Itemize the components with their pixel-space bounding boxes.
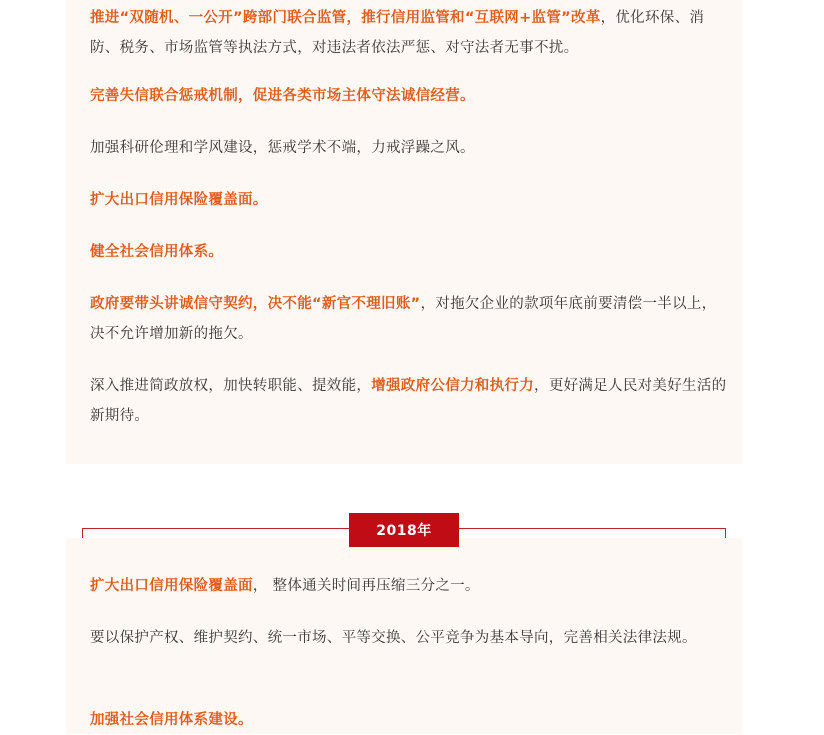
paragraph-property-rights [90, 623, 730, 653]
highlight-text: 完善失信联合惩戒机制，促进各类市场主体守法诚信经营。 [90, 88, 475, 104]
body-text: 要以保护产权、维护契约、统一市场、平等交换、公平竞争为基本导向，完善相关法律法规。 [90, 630, 697, 646]
body-text: 深入推进简政放权，加快转职能、提效能， [90, 378, 372, 394]
highlight-text: 推进“双随机、一公开”跨部门联合监管，推行信用监管和“互联网+监管”改革 [90, 10, 601, 26]
body-text: ，对拖欠企业的款项年底前要清偿一半以上，决不允许增加新的拖欠。 [90, 296, 717, 342]
highlight-text: 扩大出口信用保险覆盖面 [90, 578, 253, 594]
year-badge: 2018年 [349, 513, 459, 547]
body-text: ，更好满足人民对美好生活的新期待。 [90, 378, 727, 424]
divider-left-tick [82, 528, 83, 538]
highlight-text: 扩大出口信用保险覆盖面。 [90, 192, 268, 208]
body-text: 加强科研伦理和学风建设，惩戒学术不端，力戒浮躁之风。 [90, 140, 475, 156]
highlight-text: 增强政府公信力和执行力 [371, 378, 535, 394]
paragraph-research-ethics [90, 133, 730, 163]
paragraph-credit-system-building [90, 705, 730, 735]
paragraph-export-credit-insurance [90, 185, 730, 215]
highlight-text: 健全社会信用体系。 [90, 244, 224, 260]
highlight-text: 政府要带头讲诚信守契约，决不能“新官不理旧账” [90, 296, 421, 312]
body-text: ，优化环保、消防、税务、市场监管等执法方式，对违法者依法严惩、对守法者无事不扰。 [90, 10, 705, 56]
paragraph-customs-clearance [90, 571, 730, 601]
paragraph-dishonesty-punishment [90, 81, 730, 111]
paragraph-joint-supervision [90, 3, 730, 63]
body-text: ， 整体通关时间再压缩三分之一。 [252, 578, 480, 594]
paragraph-government-integrity [90, 289, 730, 349]
paragraph-streamline-administration [90, 371, 730, 431]
divider-right-tick [725, 528, 726, 538]
paragraph-social-credit-system [90, 237, 730, 267]
highlight-text: 加强社会信用体系建设。 [90, 712, 253, 728]
